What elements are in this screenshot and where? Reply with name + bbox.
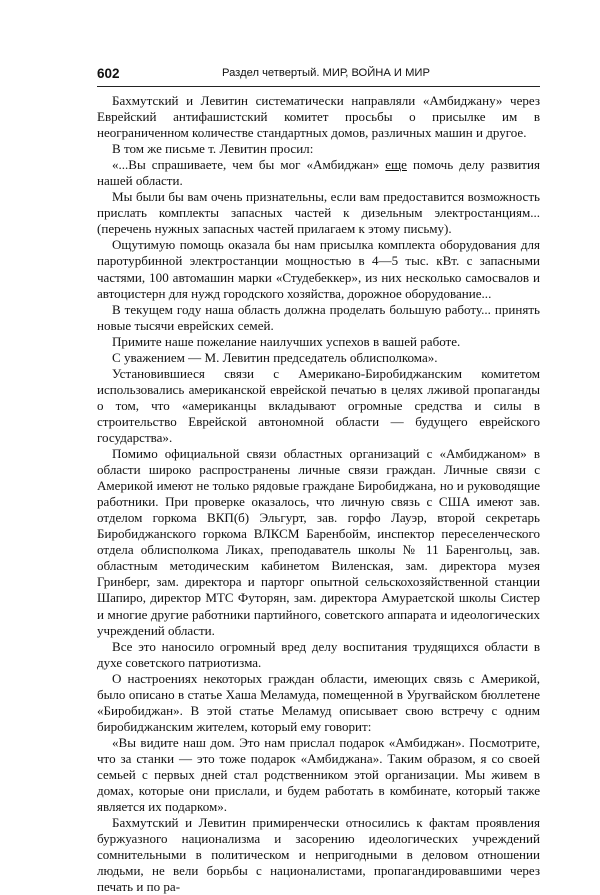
page-number: 602	[97, 66, 120, 81]
paragraph: Примите наше пожелание наилучших успехов в вашей работе.	[112, 333, 461, 349]
paragraph: Мы были бы вам очень признательны, если вам предоставится возможность прислать комплекты запасных частей к дизельным электростанциям... (перечень нужных запасных частей прилагаем к этому письму).	[97, 189, 540, 237]
paragraph: В текущем году наша область должна проделать большую работу... принять новые тысячи еврейских семей.	[97, 301, 540, 333]
paragraph: Помимо официальной связи областных организаций с «Амбиджаном» в области широко распространены личные связи граждан. Личные связи с Америкой имеют не только рядовые граждане Биробиджана, но и руководящие работники. При проверке оказалось, что личную связь с США имеют зав. отделом горкома ВКП(б) Эльгурт, зав. горфо Лауэр, второй секретарь Биробиджанского горкома ВЛКСМ Баренбойм, инспектор переселенческого отдела облисполкома Ликах, преподаватель школы № 11 Баренгольц, зав. областным методическим кабинетом Виленская, зам. директора музея Гринберг, зам. директора и парторг опытной сельскохозяйственной станции Шапиро, директор МТС Футорян, зам. директора Амураетской школы Систер и многие другие работники партийного, советского аппарата и идеологических учреждений области.	[97, 446, 540, 638]
paragraph: «Вы видите наш дом. Это нам прислал подарок «Амбиджан». Посмотрите, что за станки — это тоже подарок «Амбиджана». Таким образом, я со своей семьей с первых дней стал родственником этой организации. Мы живем в домах, которые они прислали, и будем работать в комбинате, который также является их подарком».	[97, 734, 540, 815]
paragraph: Все это наносило огромный вред делу воспитания трудящихся области в духе советского патриотизма.	[97, 638, 540, 670]
paragraph: Установившиеся связи с Американо-Биробиджанским комитетом использовались американской еврейской печатью в целях лживой пропаганды о том, что «американцы вкладывают огромные средства и силы в строительство Еврейской автономной области — будущего еврейского государства».	[97, 365, 540, 445]
page-body	[97, 93, 540, 895]
header-rule	[97, 86, 540, 87]
running-head: Раздел четвертый. МИР, ВОЙНА И МИР	[222, 67, 430, 79]
quote-paragraph	[97, 157, 540, 189]
quote-text: помочь делу развития нашей области.	[97, 157, 540, 189]
underlined-word: еще	[385, 157, 407, 173]
paragraph: В том же письме т. Левитин просил:	[112, 141, 314, 157]
paragraph: Бахмутский и Левитин систематически направляли «Амбиджану» через Еврейский антифашистский комитет просьбы о присылке им в неограниченном количестве стандартных домов, различных машин и другое.	[97, 93, 540, 141]
quote-text: «...Вы спрашиваете, чем бы мог «Амбиджан»	[112, 157, 386, 173]
paragraph: С уважением — М. Левитин председатель облисполкома».	[112, 349, 438, 365]
paragraph: О настроениях некоторых граждан области, имеющих связь с Америкой, было описано в статье Хаша Меламуда, помещенной в Уругвайском бюллетене «Биробиджан». В этой статье Меламуд описывает свою встречу с одним биробиджанским жителем, который ему говорит:	[97, 670, 540, 734]
paragraph: Ощутимую помощь оказала бы нам присылка комплекта оборудования для паротурбинной электростанции мощностью в 4—5 тыс. кВт. с запасными частями, 100 автомашин марки «Студебеккер», из них несколько самосвалов и автоцистерн для нужд городского хозяйства, дорожное оборудование...	[97, 237, 540, 301]
paragraph: Бахмутский и Левитин примиренчески относились к фактам проявления буржуазного национализма и засорению идеологических учреждений сомнительными в политическом и непригодными в деловом отношении людьми, не вели борьбы с националистами, пропагандировавшими через печать и по ра-	[97, 815, 540, 895]
page-header	[97, 66, 542, 86]
